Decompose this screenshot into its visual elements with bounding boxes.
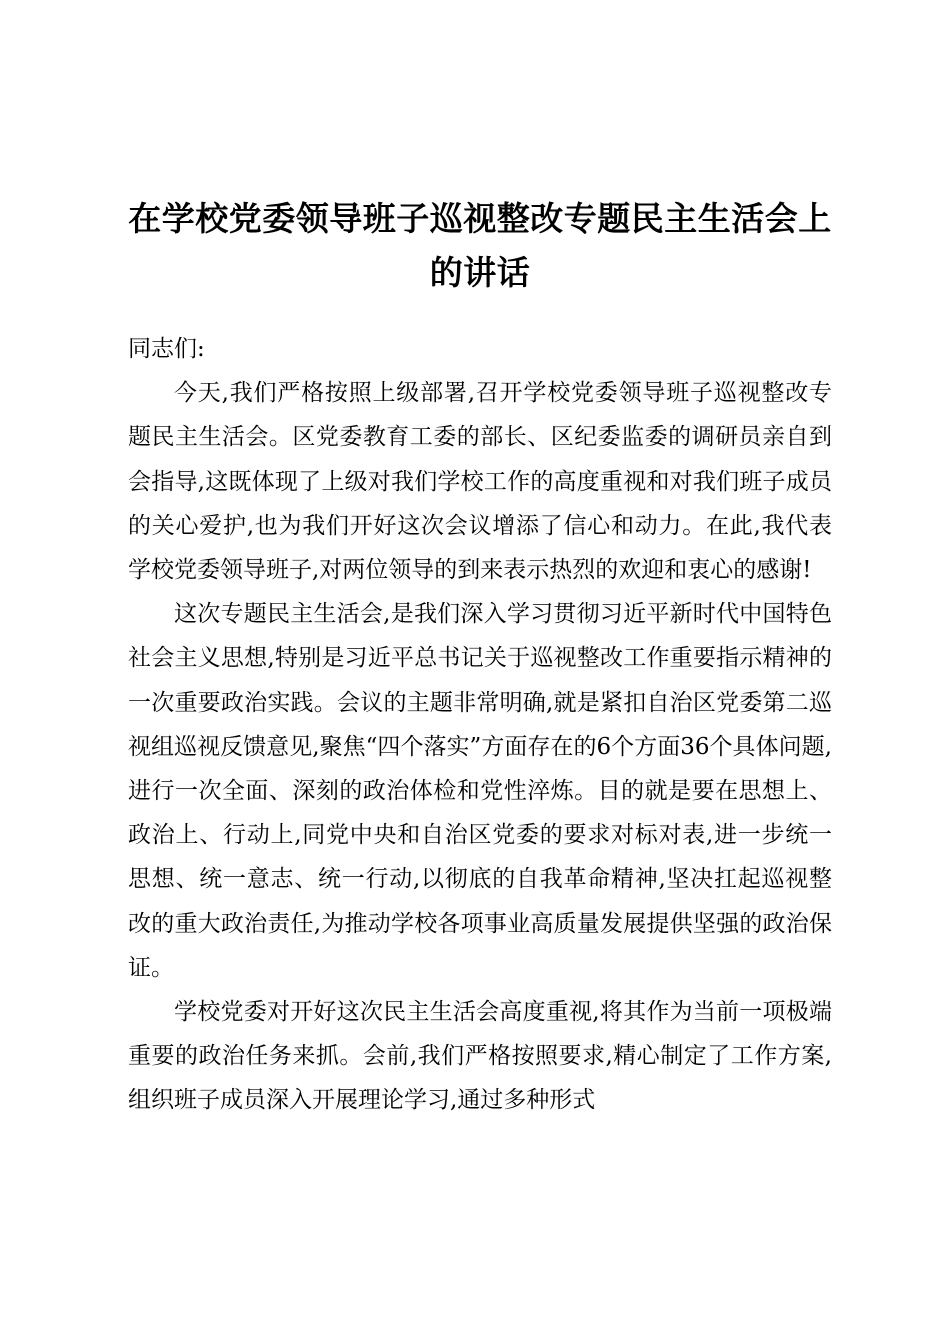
document-body: [128, 327, 832, 1123]
paragraph-2: 这次专题民主生活会,是我们深入学习贯彻习近平新时代中国特色社会主义思想,特别是习近平总书记关于巡视整改工作重要指示精神的一次重要政治实践。会议的主题非常明确,就是紧扣自治区党委第二巡视组巡视反馈意见,聚焦“四个落实”方面存在的6个方面36个具体问题,进行一次全面、深刻的政治体检和党性淬炼。目的就是要在思想上、政治上、行动上,同党中央和自治区党委的要求对标对表,进一步统一思想、统一意志、统一行动,以彻底的自我革命精神,坚决扛起巡视整改的重大政治责任,为推动学校各项事业高质量发展提供坚强的政治保证。: [128, 601, 832, 981]
paragraph-1: 今天,我们严格按照上级部署,召开学校党委领导班子巡视整改专题民主生活会。区党委教育工委的部长、区纪委监委的调研员亲自到会指导,这既体现了上级对我们学校工作的高度重视和对我们班子成员的关心爱护,也为我们开好这次会议增添了信心和动力。在此,我代表学校党委领导班子,对两位领导的到来表示热烈的欢迎和衷心的感谢!: [128, 380, 832, 584]
salutation: 同志们:: [128, 336, 205, 362]
document-title: 在学校党委领导班子巡视整改专题民主生活会上的讲话: [128, 199, 832, 292]
paragraph-3: 学校党委对开好这次民主生活会高度重视,将其作为当前一项极端重要的政治任务来抓。会前,我们严格按照要求,精心制定了工作方案,组织班子成员深入开展理论学习,通过多种形式: [128, 999, 832, 1114]
document-page: [128, 0, 832, 1344]
